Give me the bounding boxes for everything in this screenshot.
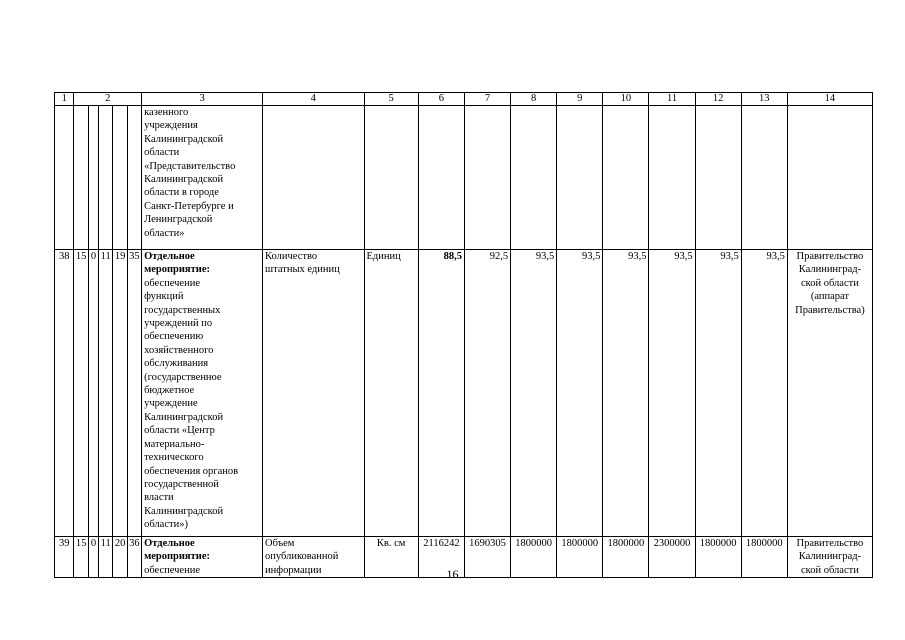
header-col-8: 8	[511, 93, 557, 106]
responsible-executor: Правительство Калининград- ской области (аппарат Правительства)	[787, 250, 872, 537]
value: 2116242	[418, 537, 464, 578]
value: 1800000	[557, 537, 603, 578]
code-1: 15	[74, 250, 88, 537]
header-col-13: 13	[741, 93, 787, 106]
indicator-name: Количество штатных единиц	[263, 250, 364, 537]
table-row-continued	[55, 106, 873, 250]
code-5: 36	[127, 537, 141, 578]
page-number: 16	[446, 567, 459, 581]
value: 1800000	[741, 537, 787, 578]
header-col-14: 14	[787, 93, 872, 106]
value: 2300000	[649, 537, 695, 578]
header-col-12: 12	[695, 93, 741, 106]
header-col-4: 4	[263, 93, 364, 106]
code-3: 11	[99, 537, 113, 578]
row-number: 39	[55, 537, 74, 578]
value: 93,5	[603, 250, 649, 537]
value: 1690305	[464, 537, 510, 578]
responsible-executor: Правительство Калининград- ской области	[787, 537, 872, 578]
code-2: 0	[88, 250, 98, 537]
value: 93,5	[741, 250, 787, 537]
header-col-3: 3	[142, 93, 263, 106]
indicators-table	[54, 92, 873, 578]
row-number: 38	[55, 250, 74, 537]
activity-description: казенного учреждения Калининградской области «Представительство Калининградской области в городе Санкт-Петербурге и Ленинградской области»	[142, 106, 263, 250]
value: 92,5	[464, 250, 510, 537]
code-3: 11	[99, 250, 113, 537]
value: 93,5	[557, 250, 603, 537]
code-4: 19	[113, 250, 127, 537]
value: 1800000	[511, 537, 557, 578]
header-col-1: 1	[55, 93, 74, 106]
header-col-11: 11	[649, 93, 695, 106]
value: 1800000	[603, 537, 649, 578]
header-col-6: 6	[418, 93, 464, 106]
header-col-2: 2	[74, 93, 142, 106]
activity-description: Отдельное мероприятие: обеспечение	[142, 537, 263, 578]
table-row-38	[55, 250, 873, 537]
header-col-5: 5	[364, 93, 418, 106]
header-col-10: 10	[603, 93, 649, 106]
unit: Единиц	[364, 250, 418, 537]
value: 93,5	[649, 250, 695, 537]
unit: Кв. см	[364, 537, 418, 578]
value: 1800000	[695, 537, 741, 578]
activity-description: Отдельное мероприятие: обеспечение функций государственных учреждений по обеспечению хозяйственного обслуживания (государственное бюджетное учреждение Калининградской области «Центр материально- технического обеспечения органов государственной власти Калининградской области»)	[142, 250, 263, 537]
header-col-7: 7	[464, 93, 510, 106]
code-2: 0	[88, 537, 98, 578]
value: 88,5	[418, 250, 464, 537]
code-1: 15	[74, 537, 88, 578]
value: 93,5	[511, 250, 557, 537]
code-4: 20	[113, 537, 127, 578]
indicator-name: Объем опубликованной информации	[263, 537, 364, 578]
code-5: 35	[127, 250, 141, 537]
value: 93,5	[695, 250, 741, 537]
header-col-9: 9	[557, 93, 603, 106]
header-row	[55, 93, 873, 106]
